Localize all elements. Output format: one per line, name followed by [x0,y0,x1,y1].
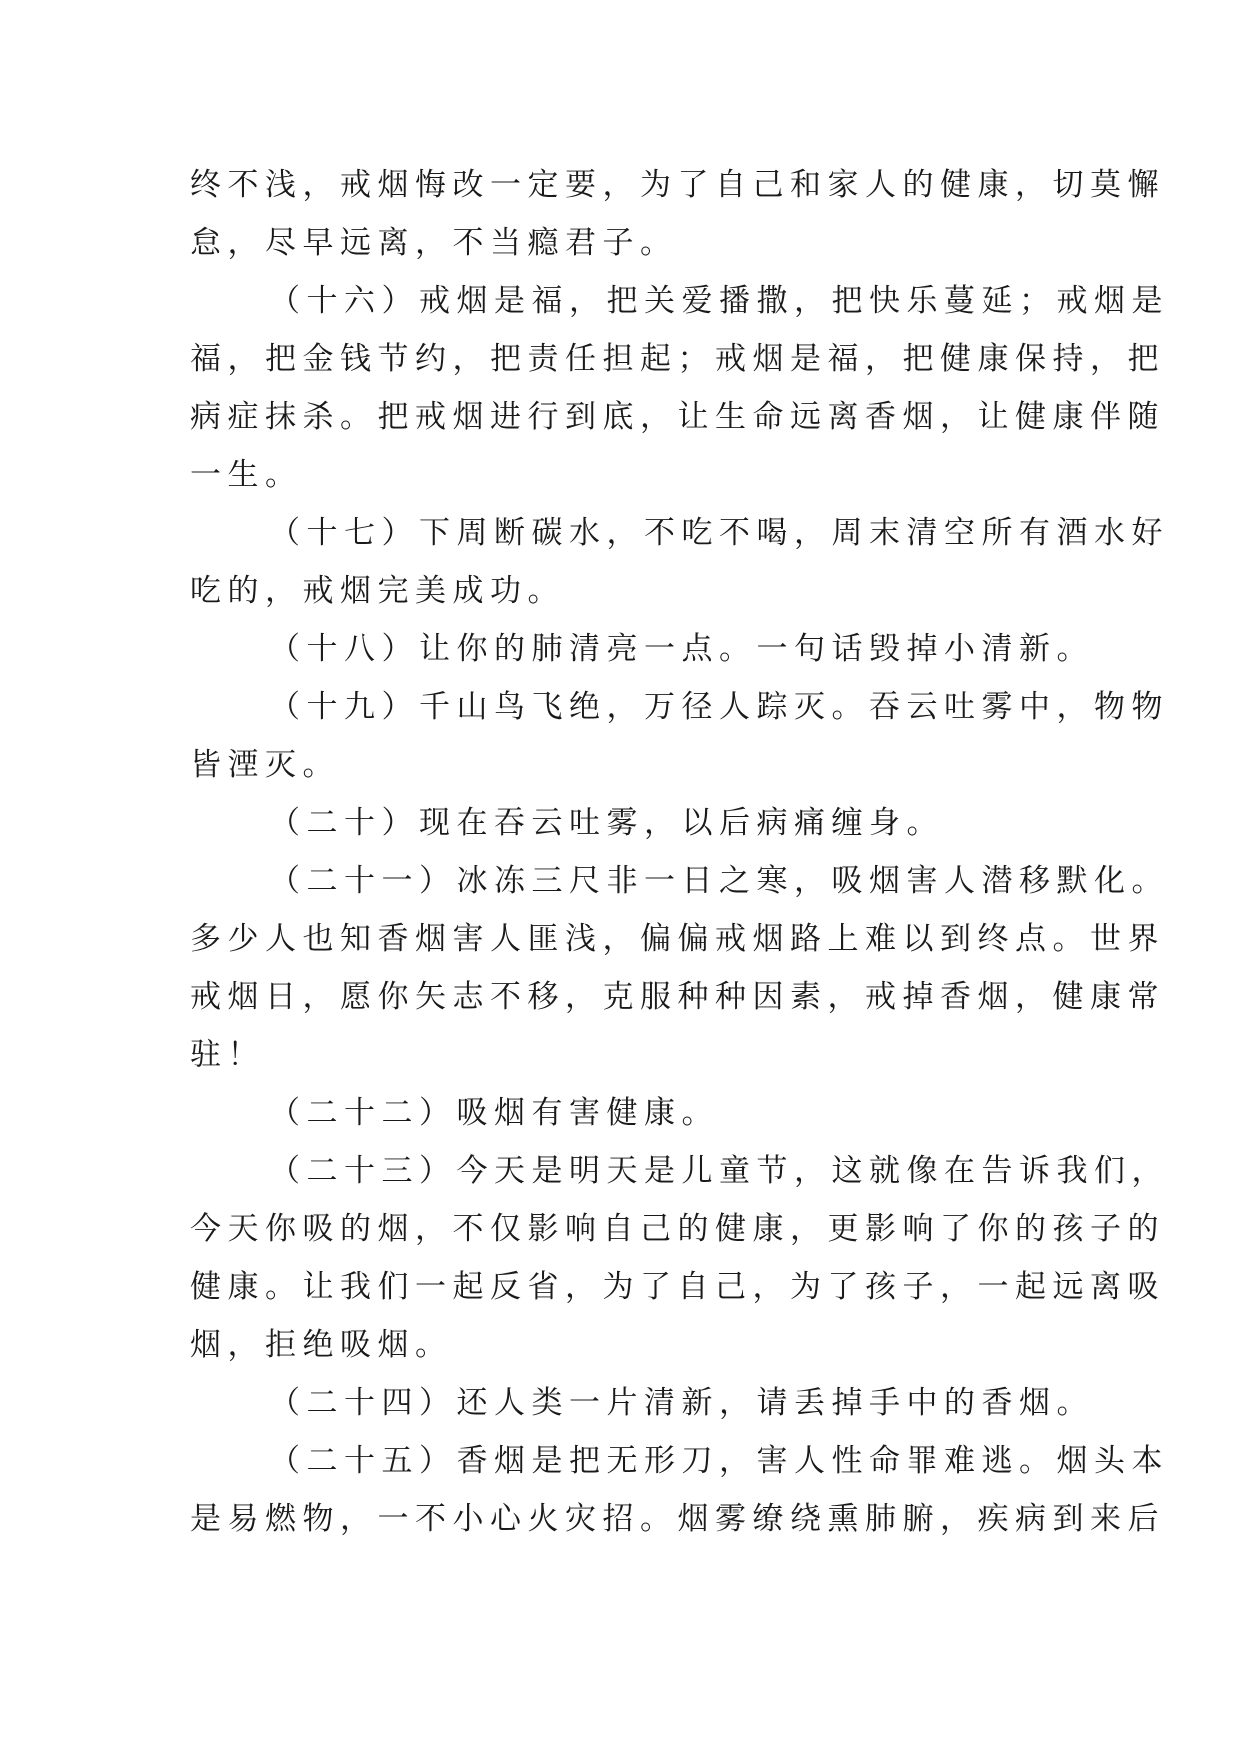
text-line: 皆湮灭。 [190,747,340,783]
text-line: 驻！ [190,1037,265,1073]
paragraph-22-start: （二十二）吸烟有害健康。 [269,1095,719,1131]
paragraph-18-start: （十八）让你的肺清亮一点。一句话毁掉小清新。 [269,631,1094,667]
text-line: 一生。 [190,457,303,493]
paragraph-23-start: （二十三）今天是明天是儿童节，这就像在告诉我们， [269,1153,1169,1189]
text-line: 吃的，戒烟完美成功。 [190,573,565,609]
text-line: 健康。让我们一起反省，为了自己，为了孩子，一起远离吸 [190,1269,1165,1305]
text-line: 终不浅，戒烟悔改一定要，为了自己和家人的健康，切莫懈 [190,167,1165,203]
paragraph-24-start: （二十四）还人类一片清新，请丢掉手中的香烟。 [269,1385,1094,1421]
text-line: 福，把金钱节约，把责任担起；戒烟是福，把健康保持，把 [190,341,1165,377]
paragraph-16-start: （十六）戒烟是福，把关爱播撒，把快乐蔓延；戒烟是 [269,283,1169,319]
text-line: 多少人也知香烟害人匪浅，偏偏戒烟路上难以到终点。世界 [190,921,1165,957]
text-line: 病症抹杀。把戒烟进行到底，让生命远离香烟，让健康伴随 [190,399,1165,435]
paragraph-21-start: （二十一）冰冻三尺非一日之寒，吸烟害人潜移默化。 [269,863,1169,899]
paragraph-25-start: （二十五）香烟是把无形刀，害人性命罪难逃。烟头本 [269,1443,1169,1479]
paragraph-20-start: （二十）现在吞云吐雾，以后病痛缠身。 [269,805,944,841]
paragraph-19-start: （十九）千山鸟飞绝，万径人踪灭。吞云吐雾中，物物 [269,689,1169,725]
text-line: 今天你吸的烟，不仅影响自己的健康，更影响了你的孩子的 [190,1211,1165,1247]
paragraph-17-start: （十七）下周断碳水，不吃不喝，周末清空所有酒水好 [269,515,1169,551]
text-line: 是易燃物，一不小心火灾招。烟雾缭绕熏肺腑，疾病到来后 [190,1501,1165,1537]
text-line: 怠，尽早远离，不当瘾君子。 [190,225,678,261]
text-line: 烟，拒绝吸烟。 [190,1327,453,1363]
body-text [190,156,1169,1548]
text-line: 戒烟日，愿你矢志不移，克服种种因素，戒掉香烟，健康常 [190,979,1165,1015]
